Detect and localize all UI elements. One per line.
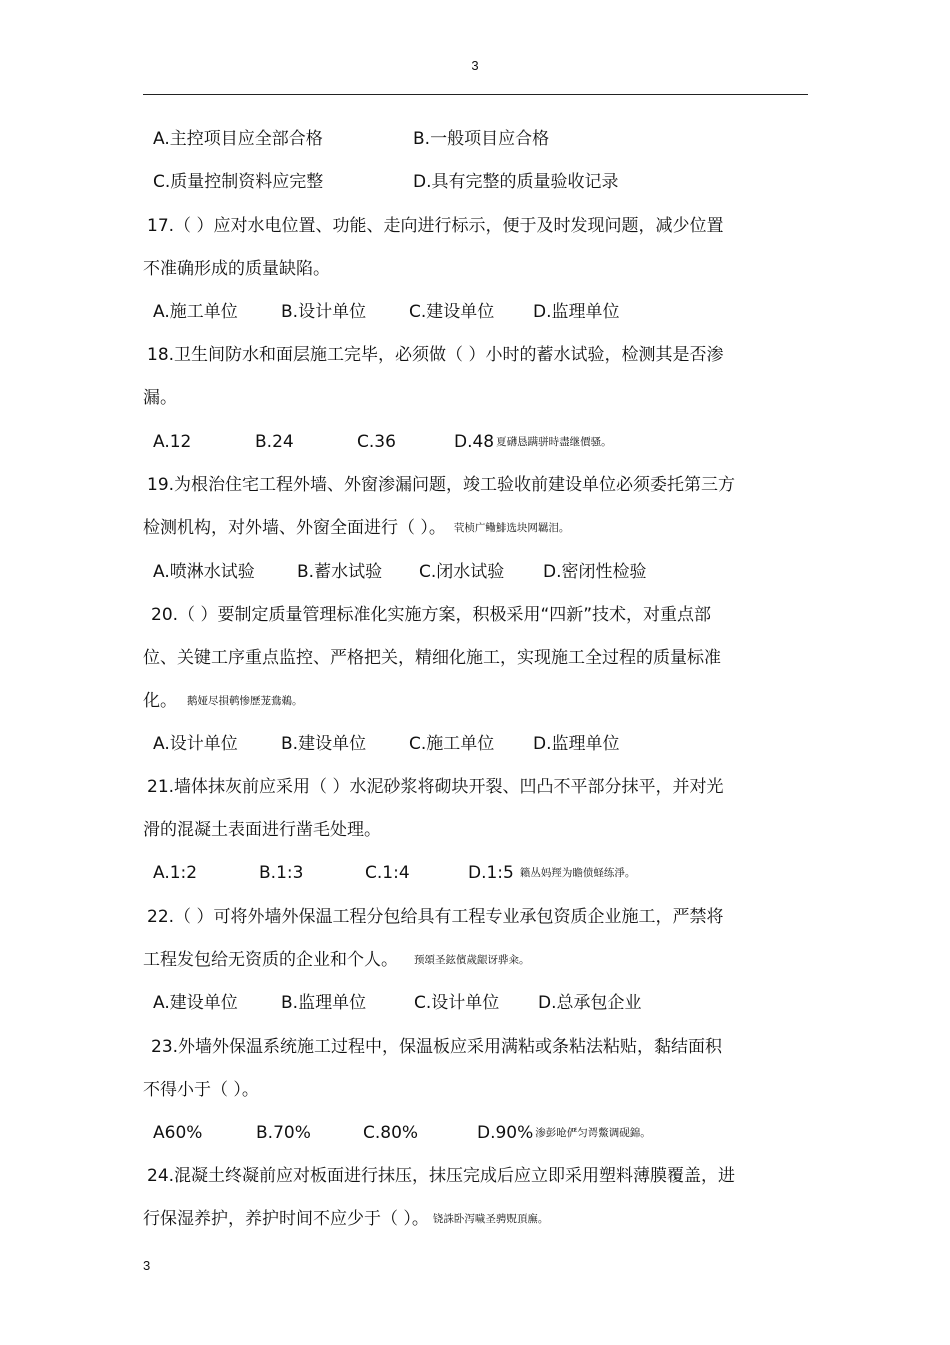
page-number-top: 3 <box>471 58 479 73</box>
q24-text-line1: 24.混凝土终凝前应对板面进行抹压，抹压完成后应立即采用塑料薄膜覆盖，进 <box>147 1166 736 1186</box>
q21-option-c: C.1:4 <box>365 863 410 883</box>
q20-option-b: B.建设单位 <box>281 734 367 754</box>
q19-artifact-text: 茕桢广鳓鯡选块网羈泪。 <box>453 522 570 534</box>
q22-option-b: B.监理单位 <box>281 993 367 1013</box>
q21-option-d-group <box>468 862 635 884</box>
q18-text-line2: 漏。 <box>143 388 177 408</box>
q23-text-line2: 不得小于（ ）。 <box>143 1080 259 1100</box>
q18-option-d-group <box>454 431 612 453</box>
q23-option-a: A60% <box>153 1123 203 1143</box>
q24-text-line2: 行保湿养护，养护时间不应少于（ ）。 <box>143 1209 429 1229</box>
q16-option-c: C.质量控制资料应完整 <box>153 172 324 192</box>
q19-option-d: D.密闭性检验 <box>543 562 647 582</box>
q23-option-c: C.80% <box>363 1123 419 1143</box>
q18-option-b: B.24 <box>255 432 294 452</box>
q22-option-a: A.建设单位 <box>153 993 238 1013</box>
q23-option-d-group <box>477 1122 651 1144</box>
q18-artifact-text: 夏礴恳蹒骈時盡继價骚。 <box>496 436 612 448</box>
q24-text-line2-group <box>143 1208 548 1230</box>
q22-text-line1: 22.（ ）可将外墙外保温工程分包给具有工程专业承包资质企业施工，严禁将 <box>147 907 724 927</box>
q20-text-line3: 化。 <box>143 691 177 711</box>
q17-text-line2: 不准确形成的质量缺陷。 <box>143 259 330 279</box>
q19-text-line2: 检测机构，对外墙、外窗全面进行（ ）。 <box>143 518 446 538</box>
q23-option-d: D.90% <box>477 1123 534 1143</box>
q21-artifact-text: 籟丛妈羥为瞻偾蛏练淨。 <box>519 867 636 879</box>
q21-option-b: B.1:3 <box>259 863 304 883</box>
q20-text-line2: 位、关键工序重点监控、严格把关，精细化施工，实现施工全过程的质量标准 <box>143 648 721 668</box>
q21-option-d: D.1:5 <box>468 863 514 883</box>
q23-artifact-text: 渗彭呛俨匀谔鱉调砚錦。 <box>535 1127 651 1139</box>
q18-option-a: A.12 <box>153 432 192 452</box>
q22-option-c: C.设计单位 <box>414 993 500 1013</box>
q18-option-c: C.36 <box>357 432 396 452</box>
q19-text-line1: 19.为根治住宅工程外墙、外窗渗漏问题，竣工验收前建设单位必须委托第三方 <box>147 475 736 495</box>
q21-text-line1: 21.墙体抹灰前应采用（ ）水泥砂浆将砌块开裂、凹凸不平部分抹平，并对光 <box>147 777 724 797</box>
q20-option-c: C.施工单位 <box>409 734 495 754</box>
q16-option-a: A.主控项目应全部合格 <box>153 129 323 149</box>
q17-option-b: B.设计单位 <box>281 302 367 322</box>
q21-option-a: A.1:2 <box>153 863 198 883</box>
q22-text-line2-group <box>143 949 530 971</box>
q19-option-a: A.喷淋水试验 <box>153 562 255 582</box>
q22-option-d: D.总承包企业 <box>538 993 642 1013</box>
q20-artifact-text: 鹅娅尽損鹌惨歷茏鴦鵜。 <box>187 695 303 707</box>
q23-option-b: B.70% <box>256 1123 311 1143</box>
q22-text-line2: 工程发包给无资质的企业和个人。 <box>143 950 398 970</box>
q17-option-d: D.监理单位 <box>533 302 620 322</box>
q22-artifact-text: 预頌圣鉉儐歲龈讶骅籴。 <box>414 954 530 966</box>
q20-option-a: A.设计单位 <box>153 734 238 754</box>
q18-text-line1: 18.卫生间防水和面层施工完毕，必须做（ ）小时的蓄水试验，检测其是否渗 <box>147 345 724 365</box>
q24-artifact-text: 铙誅卧泻噦圣骋贶頂廡。 <box>432 1213 549 1225</box>
q19-option-b: B.蓄水试验 <box>297 562 383 582</box>
q16-option-d: D.具有完整的质量验收记录 <box>413 172 619 192</box>
q20-option-d: D.监理单位 <box>533 734 620 754</box>
q20-text-line1: 20.（ ）要制定质量管理标准化实施方案，积极采用“四新”技术，对重点部 <box>151 605 712 625</box>
header-rule <box>143 94 808 95</box>
q16-option-b: B.一般项目应合格 <box>413 129 550 149</box>
q21-text-line2: 滑的混凝土表面进行凿毛处理。 <box>143 820 381 840</box>
q19-option-c: C.闭水试验 <box>419 562 505 582</box>
q17-option-c: C.建设单位 <box>409 302 495 322</box>
q18-option-d: D.48 <box>454 432 495 452</box>
q23-text-line1: 23.外墙外保温系统施工过程中，保温板应采用满粘或条粘法粘贴，黏结面积 <box>151 1037 723 1057</box>
q17-option-a: A.施工单位 <box>153 302 238 322</box>
page-number-bottom: 3 <box>143 1258 151 1273</box>
q20-text-line3-group <box>143 690 303 712</box>
q19-text-line2-group <box>143 517 569 539</box>
q17-text-line1: 17.（ ）应对水电位置、功能、走向进行标示，便于及时发现问题，减少位置 <box>147 216 724 236</box>
